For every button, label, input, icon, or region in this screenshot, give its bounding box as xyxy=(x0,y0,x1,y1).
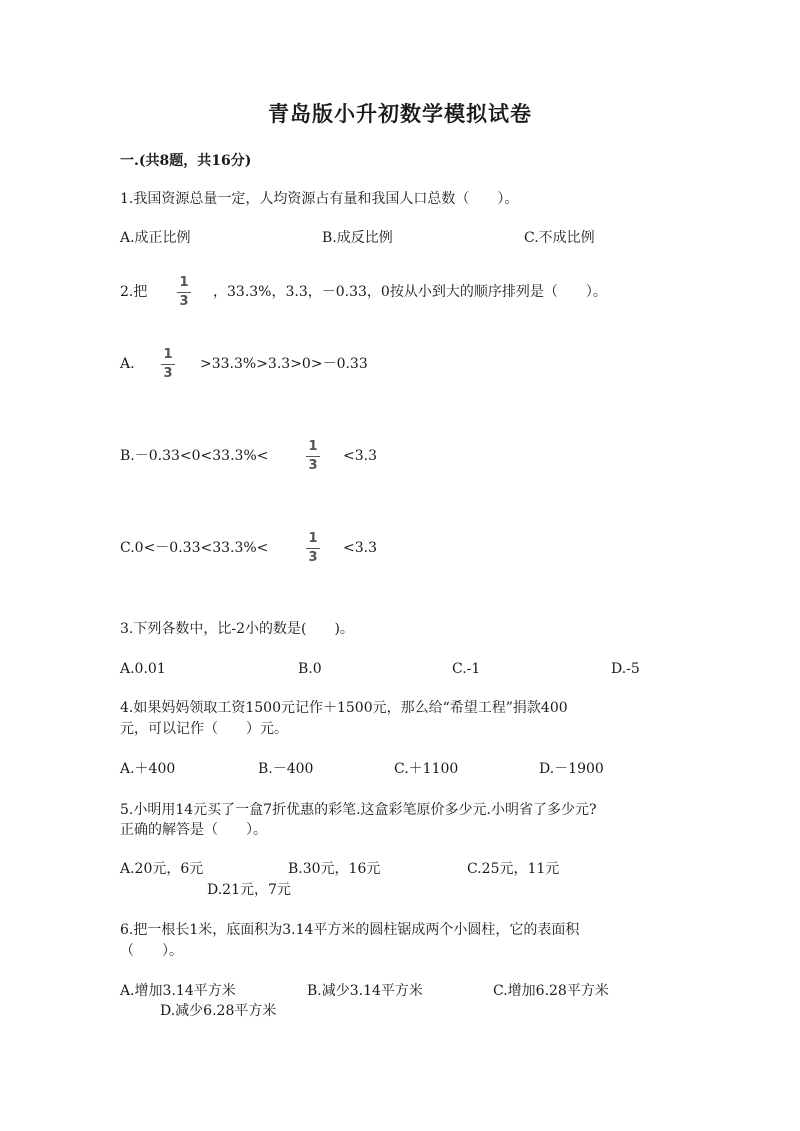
fraction-numerator: 1 xyxy=(179,275,189,290)
fraction-numerator: 1 xyxy=(163,347,173,362)
question-2-stem-start: 2.把 xyxy=(120,284,148,300)
question-4-option-b[interactable]: B.－400 xyxy=(258,761,314,777)
question-2-option-b-end[interactable]: <3.3 xyxy=(343,448,377,464)
fraction-one-third xyxy=(306,440,320,473)
question-3-option-b[interactable]: B.0 xyxy=(298,661,322,677)
fraction-denominator: 3 xyxy=(163,366,173,381)
question-3-stem: 3.下列各数中，比-2小的数是( )。 xyxy=(120,621,354,637)
fraction-bar xyxy=(306,548,320,549)
section-heading: 一.(共8题，共16分) xyxy=(120,153,252,169)
fraction-denominator: 3 xyxy=(308,550,318,565)
question-6-option-b[interactable]: B.减少3.14平方米 xyxy=(307,983,423,999)
question-3-option-d[interactable]: D.-5 xyxy=(611,661,640,677)
fraction-denominator: 3 xyxy=(308,458,318,473)
question-2-option-b-text[interactable]: B.－0.33<0<33.3%< xyxy=(120,448,269,464)
question-6-stem-line1: 6.把一根长1米，底面积为3.14平方米的圆柱锯成两个小圆柱，它的表面积 xyxy=(120,922,580,938)
fraction-one-third xyxy=(161,348,175,381)
question-6-option-a[interactable]: A.增加3.14平方米 xyxy=(120,983,236,999)
question-1-stem: 1.我国资源总量一定，人均资源占有量和我国人口总数（ ）。 xyxy=(120,191,519,207)
question-1-option-b[interactable]: B.成反比例 xyxy=(322,230,393,246)
question-6-stem-line2: （ ）。 xyxy=(120,943,183,959)
fraction-one-third xyxy=(306,532,320,565)
question-2-option-a-text[interactable]: >33.3%>3.3>0>－0.33 xyxy=(200,356,368,372)
fraction-numerator: 1 xyxy=(308,439,318,454)
fraction-denominator: 3 xyxy=(179,294,189,309)
question-1-option-a[interactable]: A.成正比例 xyxy=(120,230,191,246)
question-5-option-c[interactable]: C.25元，11元 xyxy=(467,861,560,877)
fraction-bar xyxy=(306,456,320,457)
question-4-option-c[interactable]: C.＋1100 xyxy=(394,761,459,777)
page-title: 青岛版小升初数学模拟试卷 xyxy=(268,101,532,126)
question-5-stem-line1: 5.小明用14元买了一盒7折优惠的彩笔.这盒彩笔原价多少元.小明省了多少元? xyxy=(120,802,597,818)
question-3-option-a[interactable]: A.0.01 xyxy=(120,661,166,677)
question-1-option-c[interactable]: C.不成比例 xyxy=(524,230,595,246)
question-2-option-c-end[interactable]: <3.3 xyxy=(343,540,377,556)
fraction-numerator: 1 xyxy=(308,531,318,546)
question-4-option-a[interactable]: A.＋400 xyxy=(120,761,176,777)
question-5-option-a[interactable]: A.20元，6元 xyxy=(120,861,204,877)
fraction-bar xyxy=(161,364,175,365)
question-6-option-c[interactable]: C.增加6.28平方米 xyxy=(493,983,609,999)
question-4-stem-line1: 4.如果妈妈领取工资1500元记作＋1500元，那么给“希望工程”捐款400 xyxy=(120,700,568,716)
question-4-stem-line2: 元，可以记作（ ）元。 xyxy=(120,721,288,737)
question-4-option-d[interactable]: D.－1900 xyxy=(539,761,604,777)
question-2-stem-end: ，33.3%，3.3，－0.33，0按从小到大的顺序排列是（ ）。 xyxy=(213,284,607,300)
question-5-stem-line2: 正确的解答是（ ）。 xyxy=(120,822,267,838)
fraction-one-third xyxy=(177,276,191,309)
fraction-bar xyxy=(177,292,191,293)
question-2-option-c-text[interactable]: C.0<－0.33<33.3%< xyxy=(120,540,269,556)
question-2-option-a-label[interactable]: A. xyxy=(120,356,135,372)
question-6-option-d[interactable]: D.减少6.28平方米 xyxy=(160,1003,277,1019)
question-5-option-d[interactable]: D.21元，7元 xyxy=(207,882,291,898)
question-3-option-c[interactable]: C.-1 xyxy=(452,661,481,677)
question-5-option-b[interactable]: B.30元，16元 xyxy=(288,861,381,877)
